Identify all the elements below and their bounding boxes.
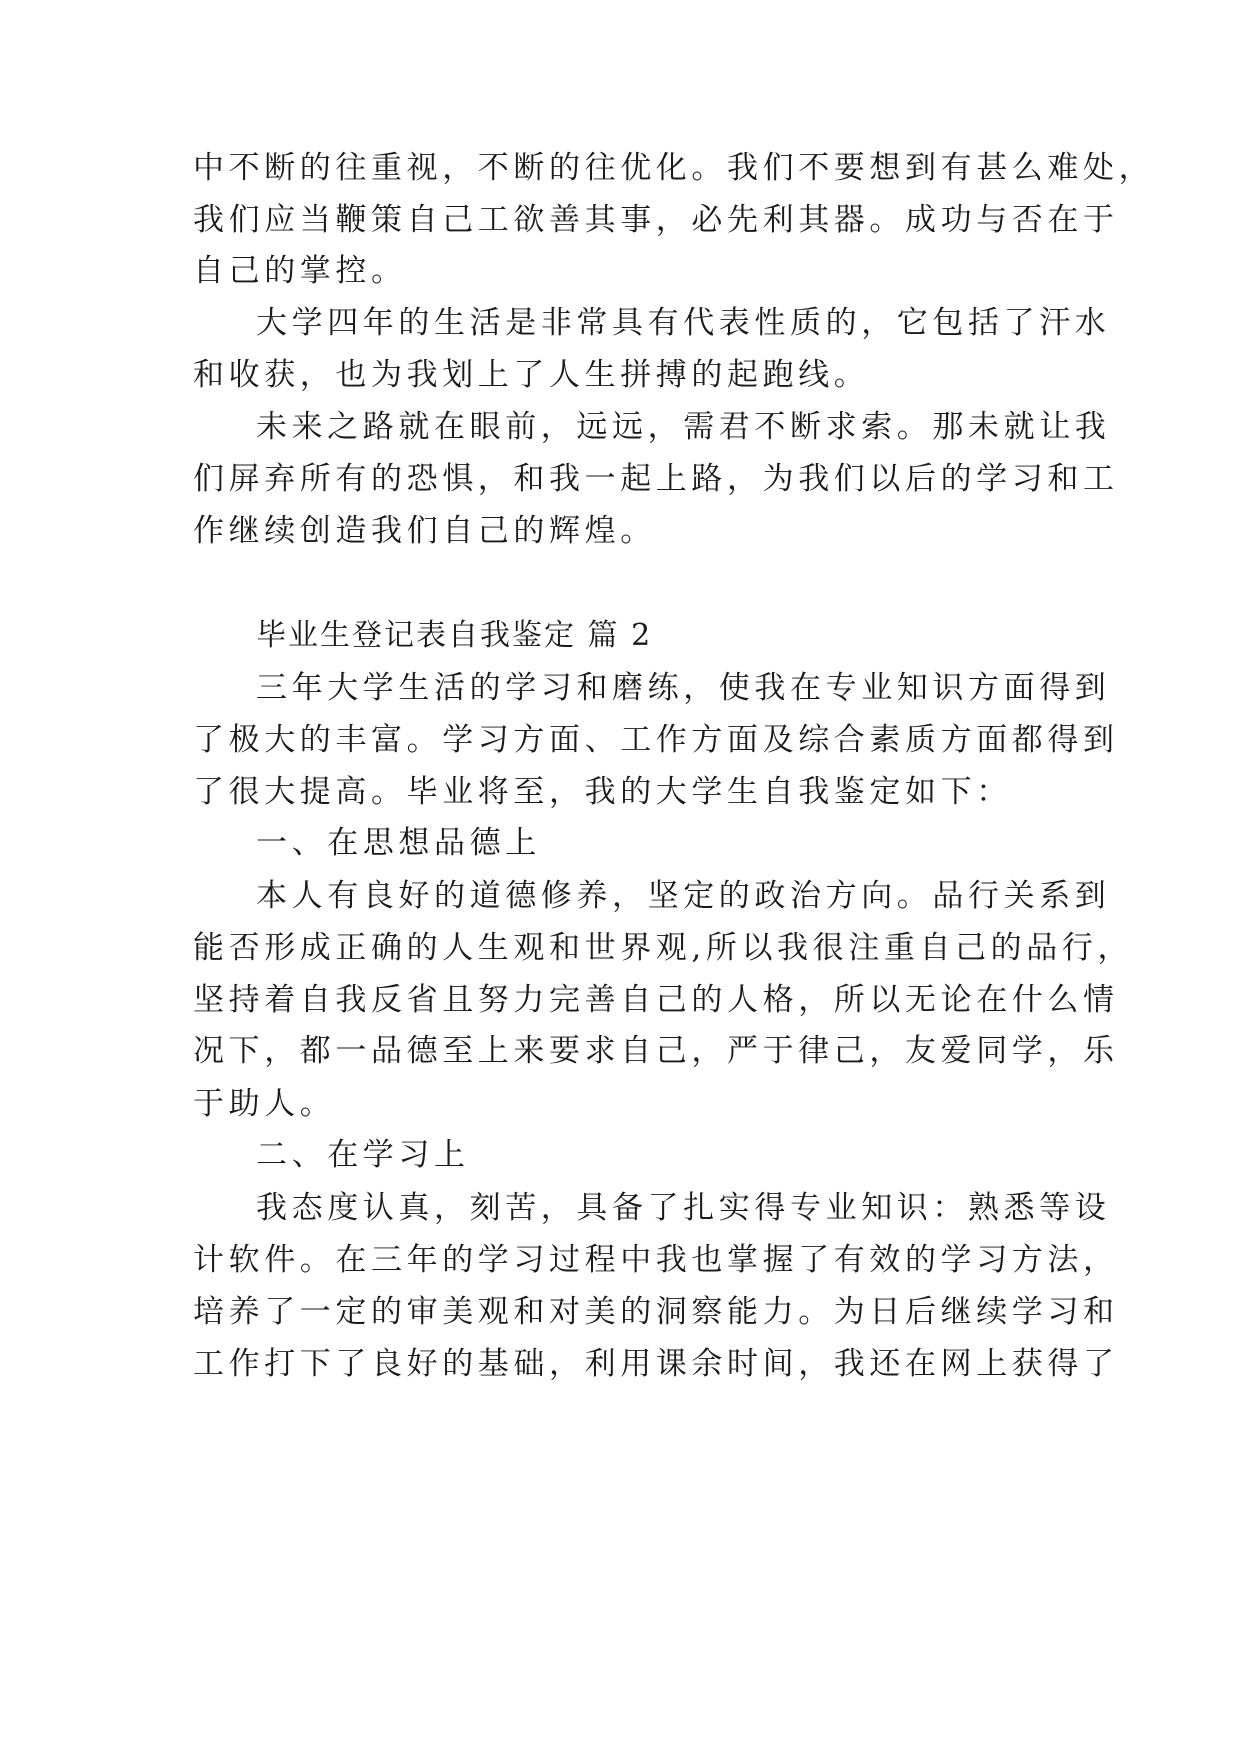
text-line: 自己的掌控。 xyxy=(193,253,407,289)
text-line: 大学四年的生活是非常具有代表性质的，它包括了汗水 xyxy=(256,305,1111,341)
text-line: 我们应当鞭策自己工欲善其事，必先利其器。成功与否在于 xyxy=(193,202,1119,238)
text-line: 于助人。 xyxy=(193,1086,336,1122)
subsection-heading: 二、在学习上 xyxy=(256,1137,470,1173)
text-line: 计软件。在三年的学习过程中我也掌握了有效的学习方法， xyxy=(193,1242,1119,1278)
text-line: 能否形成正确的人生观和世界观,所以我很注重自己的品行， xyxy=(193,930,1134,966)
text-line: 作继续创造我们自己的辉煌。 xyxy=(193,513,656,549)
text-line: 况下，都一品德至上来要求自己，严于律己，友爱同学，乐 xyxy=(193,1033,1119,1069)
section-title: 毕业生登记表自我鉴定 篇 2 xyxy=(256,618,653,653)
text-line: 工作打下了良好的基础，利用课余时间，我还在网上获得了 xyxy=(193,1346,1119,1382)
subsection-heading: 一、在思想品德上 xyxy=(256,825,541,861)
text-line: 未来之路就在眼前，远远，需君不断求索。那未就让我 xyxy=(256,409,1111,445)
text-line: 了极大的丰富。学习方面、工作方面及综合素质方面都得到 xyxy=(193,722,1119,758)
text-line: 我态度认真，刻苦，具备了扎实得专业知识：熟悉等设 xyxy=(256,1190,1111,1226)
text-line: 和收获，也为我划上了人生拼搏的起跑线。 xyxy=(193,357,870,393)
text-line: 三年大学生活的学习和磨练，使我在专业知识方面得到 xyxy=(256,670,1111,706)
text-line: 了很大提高。毕业将至，我的大学生自我鉴定如下： xyxy=(193,774,1012,810)
text-line: 们屏弃所有的恐惧，和我一起上路，为我们以后的学习和工 xyxy=(193,461,1119,497)
text-line: 培养了一定的审美观和对美的洞察能力。为日后继续学习和 xyxy=(193,1294,1119,1330)
text-line: 坚持着自我反省且努力完善自己的人格，所以无论在什么情 xyxy=(193,982,1119,1018)
text-line: 中不断的往重视，不断的往优化。我们不要想到有甚么难处， xyxy=(193,150,1155,186)
text-line: 本人有良好的道德修养，坚定的政治方向。品行关系到 xyxy=(256,878,1111,914)
